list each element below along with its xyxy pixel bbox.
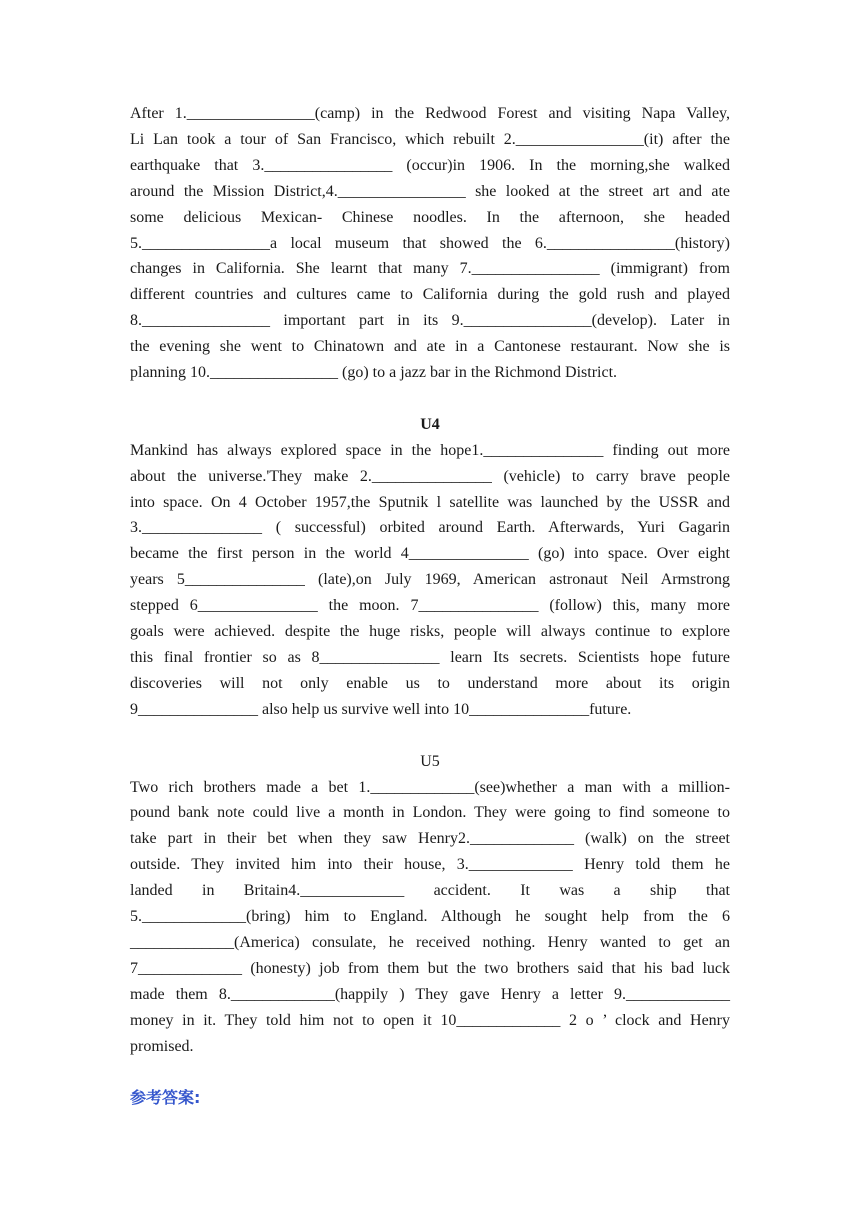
u5-line: outside. They invited him into their house, 3._____________ Henry told them he: [130, 856, 730, 874]
u5-line: landed in Britain4._____________ accident. It was a ship that: [130, 882, 730, 900]
u4-line: 9_______________ also help us survive well into 10_______________future.: [130, 700, 632, 718]
u5-line: promised.: [130, 1037, 194, 1055]
u3-line: some delicious Mexican- Chinese noodles. In the afternoon, she headed: [130, 208, 730, 226]
u5-line: 5._____________(bring) him to England. Although he sought help from the 6: [130, 908, 730, 926]
u5-line: take part in their bet when they saw Henry2._____________ (walk) on the street: [130, 830, 730, 848]
u4-line: became the first person in the world 4_______________ (go) into space. Over eight: [130, 545, 730, 563]
u4-line: Mankind has always explored space in the hope1._______________ finding out more: [130, 441, 730, 459]
u5-heading: U5: [420, 752, 440, 770]
u3-line: 5.________________a local museum that showed the 6.________________(history): [130, 234, 730, 252]
u4-line: years 5_______________ (late),on July 1969, American astronaut Neil Armstrong: [130, 571, 730, 589]
u5-line: _____________(America) consulate, he received nothing. Henry wanted to get an: [130, 933, 730, 951]
u4-passage: [130, 438, 730, 723]
u5-line: money in it. They told him not to open it 10_____________ 2 o ’ clock and Henry: [130, 1011, 730, 1029]
u5-line: Two rich brothers made a bet 1._____________(see)whether a man with a million-: [130, 778, 730, 796]
u4-line: goals were achieved. despite the huge risks, people will always continue to explore: [130, 623, 730, 641]
u4-heading: U4: [420, 415, 440, 433]
u3-line: changes in California. She learnt that many 7.________________ (immigrant) from: [130, 260, 730, 278]
u4-line: this final frontier so as 8_______________ learn Its secrets. Scientists hope future: [130, 649, 730, 667]
u3-passage: [130, 101, 730, 386]
u5-line: pound bank note could live a month in London. They were going to find someone to: [130, 804, 730, 822]
answer-key-label: 参考答案:: [130, 1088, 201, 1108]
u4-line: stepped 6_______________ the moon. 7_______________ (follow) this, many more: [130, 597, 730, 615]
u4-line: discoveries will not only enable us to understand more about its origin: [130, 674, 730, 692]
u5-passage: [130, 775, 730, 1060]
u3-line: different countries and cultures came to California during the gold rush and played: [130, 286, 730, 304]
u3-line: around the Mission District,4.________________ she looked at the street art and ate: [130, 182, 730, 200]
spacer: [130, 386, 730, 412]
u3-line: earthquake that 3.________________ (occur)in 1906. In the morning,she walked: [130, 156, 730, 174]
u3-line: planning 10.________________ (go) to a jazz bar in the Richmond District.: [130, 364, 618, 382]
u4-line: about the universe.'They make 2._______________ (vehicle) to carry brave people: [130, 467, 730, 485]
u4-line: into space. On 4 October 1957,the Sputnik l satellite was launched by the USSR and: [130, 493, 730, 511]
u5-line: made them 8._____________(happily ) They gave Henry a letter 9._____________: [130, 985, 730, 1003]
u4-line: 3._______________ ( successful) orbited around Earth. Afterwards, Yuri Gagarin: [130, 519, 730, 537]
u3-line: 8.________________ important part in its 9.________________(develop). Later in: [130, 312, 730, 330]
u5-line: 7_____________ (honesty) job from them but the two brothers said that his bad luck: [130, 959, 730, 977]
u3-line: Li Lan took a tour of San Francisco, which rebuilt 2.________________(it) after the: [130, 130, 730, 148]
spacer: [130, 723, 730, 749]
spacer: [130, 1060, 730, 1086]
u3-line: the evening she went to Chinatown and ate in a Cantonese restaurant. Now she is: [130, 338, 730, 356]
document-body: [130, 101, 730, 1111]
u3-line: After 1.________________(camp) in the Redwood Forest and visiting Napa Valley,: [130, 105, 730, 122]
